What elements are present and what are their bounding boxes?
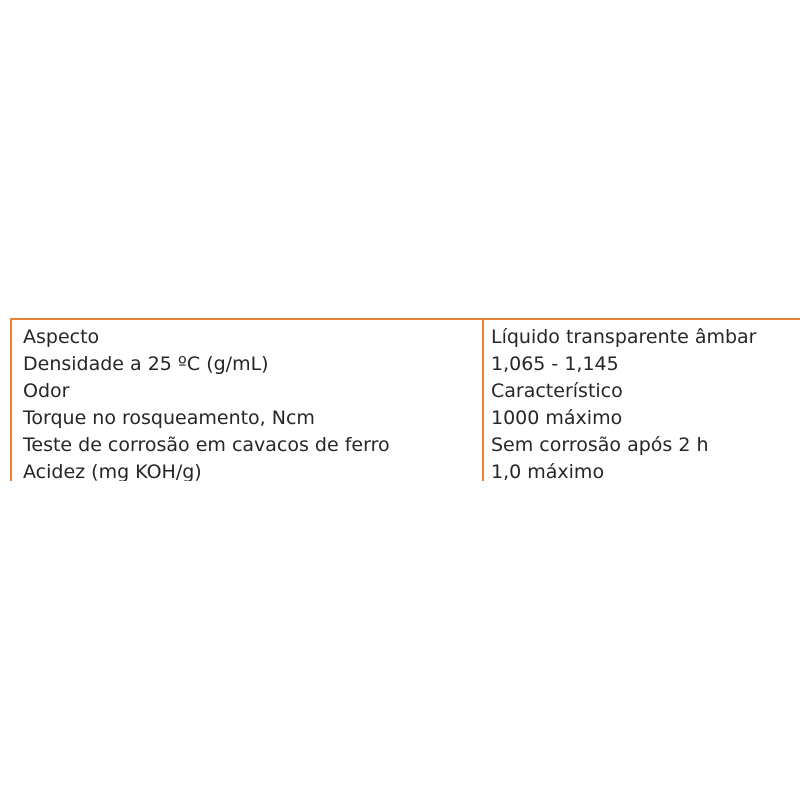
value-cell: 1000 máximo xyxy=(491,407,623,429)
property-cell: Acidez (mg KOH/g) xyxy=(23,461,202,481)
specifications-table xyxy=(10,318,800,481)
property-cell: Aspecto xyxy=(23,326,100,348)
property-cell: Torque no rosqueamento, Ncm xyxy=(23,407,315,429)
table-row xyxy=(12,459,800,481)
table-row xyxy=(12,378,800,405)
property-cell: Teste de corrosão em cavacos de ferro xyxy=(23,434,390,456)
table-row xyxy=(12,324,800,351)
value-cell: 1,0 máximo xyxy=(491,461,605,481)
table-row xyxy=(12,405,800,432)
property-cell: Odor xyxy=(23,380,70,402)
value-cell: Líquido transparente âmbar xyxy=(491,326,757,348)
value-cell: 1,065 - 1,145 xyxy=(491,353,619,375)
value-cell: Característico xyxy=(491,380,623,402)
property-cell: Densidade a 25 ºC (g/mL) xyxy=(23,353,269,375)
table-rows xyxy=(12,324,800,481)
table-row xyxy=(12,351,800,378)
value-cell: Sem corrosão após 2 h xyxy=(491,434,709,456)
table-row xyxy=(12,432,800,459)
